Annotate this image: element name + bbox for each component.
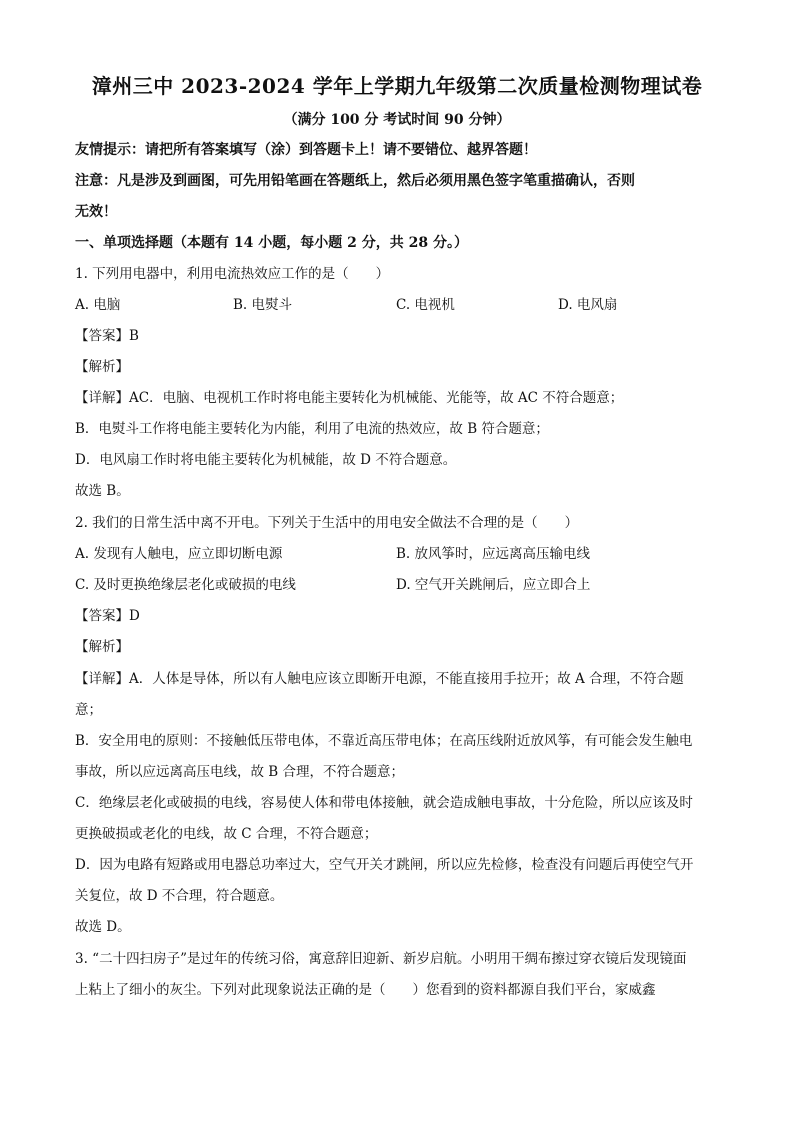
question-2-option-c: C. 及时更换绝缘层老化或破损的电线 [75,577,296,593]
question-1-detail-line: 【详解】AC．电脑、电视机工作时将电能主要转化为机械能、光能等，故 AC 不符合题意； [75,390,624,406]
section-heading: 一、单项选择题（本题有 14 小题，每小题 2 分，共 28 分。） [75,235,468,251]
question-2-option-b: B. 放风筝时，应远离高压输电线 [396,546,591,562]
question-1-conclusion: 故选 B。 [75,483,130,499]
page-title: 漳州三中 2023-2024 学年上学期九年级第二次质量检测物理试卷 [91,74,703,98]
question-1-analysis-label: 【解析】 [75,359,129,375]
question-2-detail-line: D．因为电路有短路或用电器总功率过大，空气开关才跳闸，所以应先检修，检查没有问题后再使空气开 [75,857,694,873]
question-1-option-a: A. 电脑 [75,297,121,313]
question-1-answer: 【答案】B [75,328,139,344]
question-1-option-c: C. 电视机 [396,297,455,313]
question-2-conclusion: 故选 D。 [75,919,131,935]
question-3-stem-line2: 上粘上了细小的灰尘。下列对此现象说法正确的是（ ）您看到的资料都源自我们平台，家威鑫 [75,982,656,998]
question-1-detail-line: B．电熨斗工作将电能主要转化为内能，利用了电流的热效应，故 B 符合题意； [75,421,549,437]
question-2-option-a: A. 发现有人触电，应立即切断电源 [75,546,283,562]
question-2-option-d: D. 空气开关跳闸后，应立即合上 [396,577,591,593]
question-2-detail-line: 意； [75,702,102,718]
question-2-detail-line: 事故，所以应远离高压电线，故 B 合理，不符合题意； [75,764,405,780]
question-2-analysis-label: 【解析】 [75,639,129,655]
question-2-stem: 2. 我们的日常生活中离不开电。下列关于生活中的用电安全做法不合理的是（ ） [75,515,579,531]
question-1-detail-line: D．电风扇工作时将电能主要转化为机械能，故 D 不符合题意。 [75,452,457,468]
question-2-answer: 【答案】D [75,608,140,624]
question-1-option-d: D. 电风扇 [558,297,618,313]
friendly-tip: 友情提示：请把所有答案填写（涂）到答题卡上！请不要错位、越界答题！ [75,142,537,158]
question-2-detail-line: 关复位，故 D 不合理，符合题意。 [75,888,284,904]
question-2-detail-line: 【详解】A．人体是导体，所以有人触电应该立即断开电源，不能直接用手拉开；故 A 合理，不符合题 [75,671,684,687]
exam-info: （满分 100 分 考试时间 90 分钟） [283,112,511,128]
question-2-detail-line: C．绝缘层老化或破损的电线，容易使人体和带电体接触，就会造成触电事故，十分危险，所以应该及时 [75,795,693,811]
question-3-stem-line1: 3. “二十四扫房子”是过年的传统习俗，寓意辞旧迎新、新岁启航。小明用干绸布擦过穿衣镜后发现镜面 [75,951,687,967]
question-2-detail-line: 更换破损或老化的电线，故 C 合理，不符合题意； [75,826,378,842]
question-1-option-b: B. 电熨斗 [233,297,293,313]
attention-note-line1: 注意：凡是涉及到画图，可先用铅笔画在答题纸上，然后必须用黑色签字笔重描确认，否则 [75,173,635,189]
attention-note-line2: 无效！ [75,204,117,220]
question-1-stem: 1. 下列用电器中，利用电流热效应工作的是（ ） [75,266,390,282]
question-2-detail-line: B．安全用电的原则：不接触低压带电体，不靠近高压带电体；在高压线附近放风筝，有可能会发生触电 [75,733,693,749]
